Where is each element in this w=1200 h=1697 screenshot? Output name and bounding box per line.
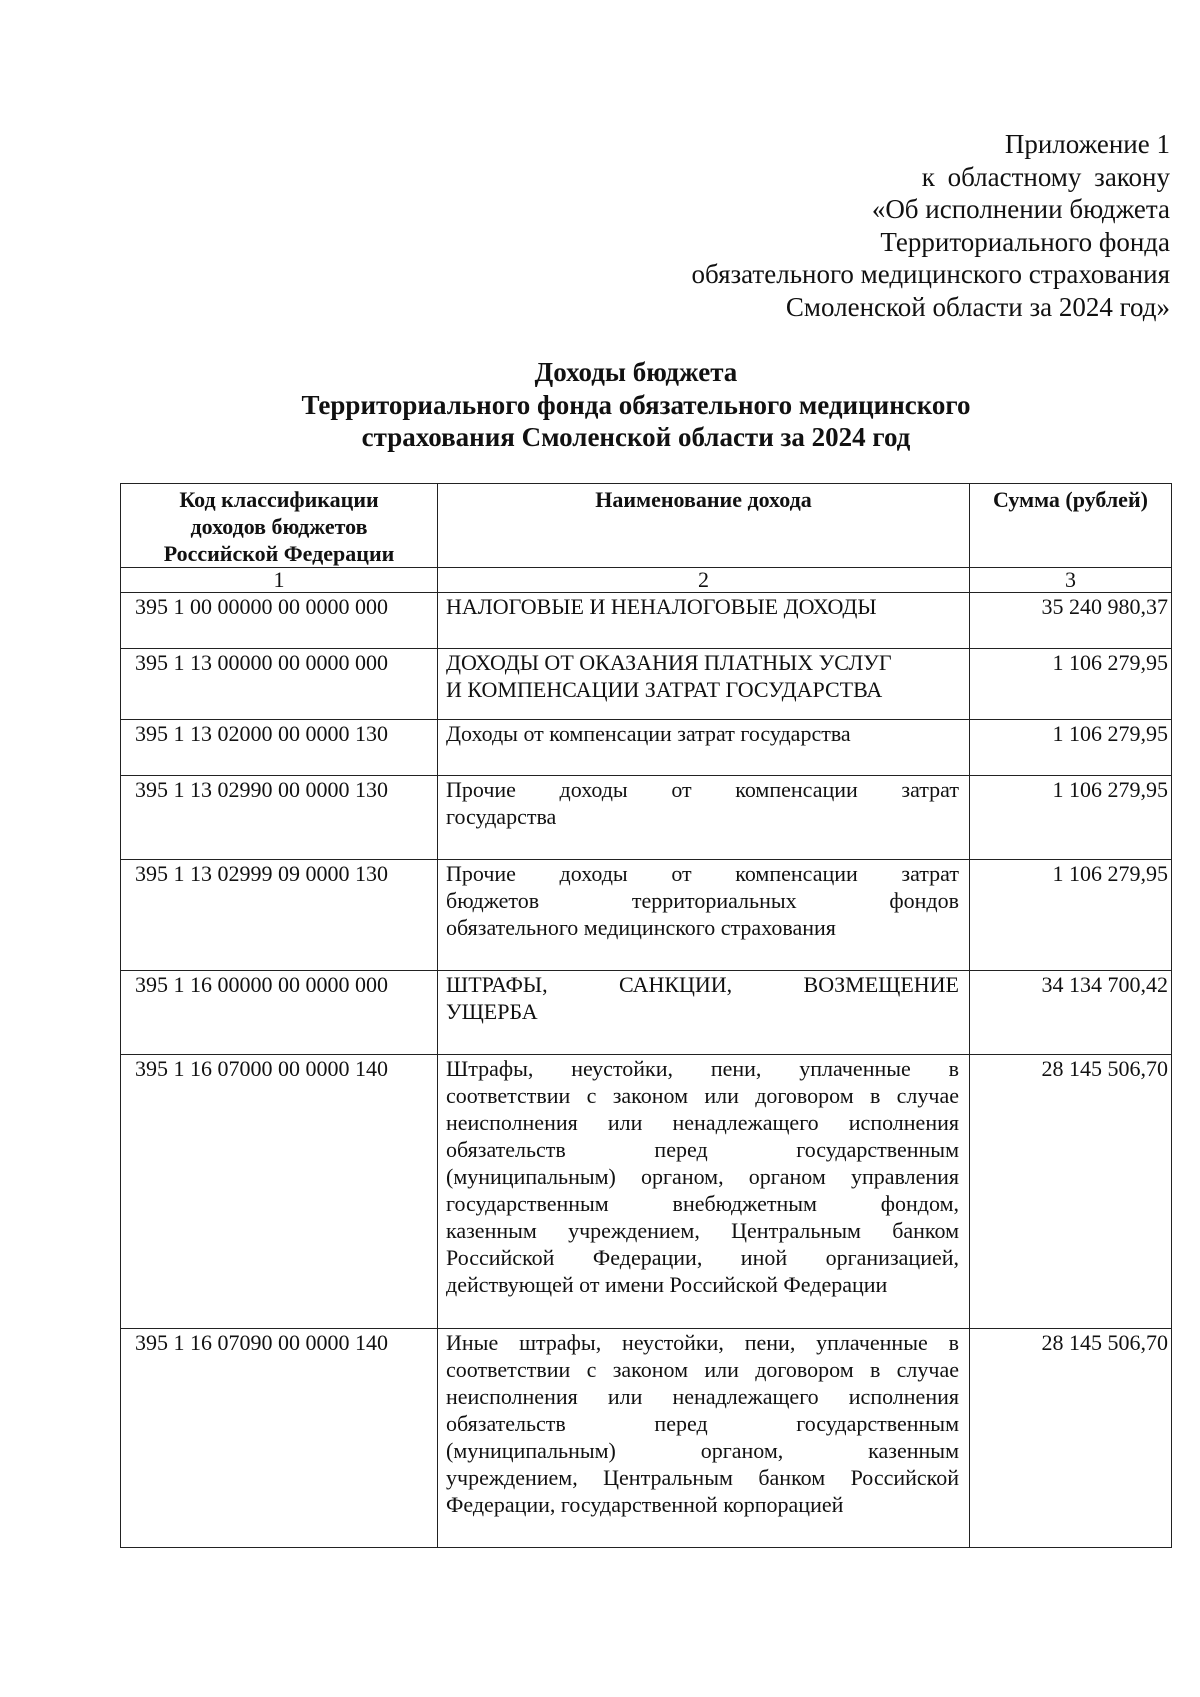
- row-name: [438, 720, 970, 776]
- header-name: Наименование дохода: [438, 484, 970, 568]
- title-line: страхования Смоленской области за 2024 год: [361, 422, 911, 452]
- row-name: [438, 1055, 970, 1329]
- row-amount: 35 240 980,37: [970, 593, 1172, 649]
- row-code: 395 1 13 02990 00 0000 130: [121, 776, 438, 860]
- row-amount: 28 145 506,70: [970, 1055, 1172, 1329]
- table-row: [121, 971, 1172, 1055]
- row-code: 395 1 13 02999 09 0000 130: [121, 860, 438, 971]
- row-name-line: действующей от имени Российской Федерации: [446, 1272, 888, 1297]
- column-numbers-row: [121, 568, 1172, 593]
- appendix-line: Территориального фонда: [880, 226, 1170, 257]
- table-row: [121, 593, 1172, 649]
- row-name-line: соответствии с законом или договором в случае: [446, 1357, 959, 1382]
- row-name-line: Штрафы, неустойки, пени, уплаченные в: [446, 1056, 959, 1081]
- row-name-line: обязательств перед государственным: [446, 1137, 959, 1162]
- row-name-line: ШТРАФЫ, САНКЦИИ, ВОЗМЕЩЕНИЕ: [446, 972, 959, 997]
- appendix-reference: [470, 128, 1170, 323]
- table-header-row: [121, 484, 1172, 568]
- table-row: [121, 720, 1172, 776]
- table-row: [121, 776, 1172, 860]
- income-table: [120, 483, 1172, 1548]
- row-code: 395 1 16 07000 00 0000 140: [121, 1055, 438, 1329]
- page-title: [120, 356, 1152, 454]
- appendix-line: Приложение 1: [1004, 129, 1170, 159]
- row-name: [438, 860, 970, 971]
- row-name-line: неисполнения или ненадлежащего исполнения: [446, 1384, 959, 1409]
- row-name: [438, 593, 970, 649]
- column-number: 2: [438, 568, 970, 593]
- row-name-line: неисполнения или ненадлежащего исполнения: [446, 1110, 959, 1135]
- row-name-line: бюджетов территориальных фондов: [446, 888, 959, 913]
- row-name-line: Прочие доходы от компенсации затрат: [446, 777, 959, 802]
- row-amount: 1 106 279,95: [970, 860, 1172, 971]
- appendix-line: Смоленской области за 2024 год»: [785, 291, 1170, 322]
- row-amount: 1 106 279,95: [970, 776, 1172, 860]
- appendix-line: «Об исполнении бюджета: [871, 194, 1170, 224]
- title-line: Территориального фонда обязательного медицинского: [301, 389, 971, 420]
- header-code-line: Код классификации: [179, 487, 379, 512]
- row-amount: 28 145 506,70: [970, 1329, 1172, 1548]
- row-amount: 1 106 279,95: [970, 649, 1172, 720]
- row-name-line: обязательств перед государственным: [446, 1411, 959, 1436]
- row-name-line: государственным внебюджетным фондом,: [446, 1191, 959, 1216]
- header-amount: Сумма (рублей): [970, 484, 1172, 568]
- table-row: [121, 649, 1172, 720]
- header-code-line: Российской Федерации: [163, 541, 395, 566]
- row-name-line: Иные штрафы, неустойки, пени, уплаченные в: [446, 1330, 959, 1355]
- row-amount: 34 134 700,42: [970, 971, 1172, 1055]
- row-name-line: соответствии с законом или договором в случае: [446, 1083, 959, 1108]
- row-name: [438, 971, 970, 1055]
- row-name-line: И КОМПЕНСАЦИИ ЗАТРАТ ГОСУДАРСТВА: [446, 677, 883, 702]
- row-name: [438, 1329, 970, 1548]
- row-name-line: (муниципальным) органом, органом управления: [446, 1164, 959, 1189]
- row-name-line: Российской Федерации, иной организацией,: [446, 1245, 959, 1270]
- header-code-line: доходов бюджетов: [190, 514, 368, 539]
- column-number: 1: [121, 568, 438, 593]
- row-code: 395 1 13 02000 00 0000 130: [121, 720, 438, 776]
- row-name: [438, 776, 970, 860]
- row-amount: 1 106 279,95: [970, 720, 1172, 776]
- row-name-line: учреждением, Центральным банком Российской: [446, 1465, 959, 1490]
- row-name-line: Доходы от компенсации затрат государства: [446, 721, 851, 746]
- row-code: 395 1 13 00000 00 0000 000: [121, 649, 438, 720]
- row-name-line: казенным учреждением, Центральным банком: [446, 1218, 959, 1243]
- row-name: [438, 649, 970, 720]
- row-name-line: обязательного медицинского страхования: [446, 915, 836, 940]
- column-number: 3: [970, 568, 1172, 593]
- row-code: 395 1 00 00000 00 0000 000: [121, 593, 438, 649]
- header-code: [121, 484, 438, 568]
- row-code: 395 1 16 07090 00 0000 140: [121, 1329, 438, 1548]
- table-row: [121, 860, 1172, 971]
- appendix-line: обязательного медицинского страхования: [691, 259, 1170, 289]
- row-name-line: ДОХОДЫ ОТ ОКАЗАНИЯ ПЛАТНЫХ УСЛУГ: [446, 650, 892, 675]
- row-name-line: (муниципальным) органом, казенным: [446, 1438, 959, 1463]
- table-row: [121, 1055, 1172, 1329]
- title-line: Доходы бюджета: [534, 357, 738, 387]
- table-row: [121, 1329, 1172, 1548]
- row-name-line: Прочие доходы от компенсации затрат: [446, 861, 959, 886]
- row-name-line: УЩЕРБА: [446, 999, 538, 1024]
- row-name-line: Федерации, государственной корпорацией: [446, 1492, 844, 1517]
- row-name-line: НАЛОГОВЫЕ И НЕНАЛОГОВЫЕ ДОХОДЫ: [446, 594, 877, 619]
- row-code: 395 1 16 00000 00 0000 000: [121, 971, 438, 1055]
- appendix-line: к областному закону: [921, 161, 1170, 192]
- row-name-line: государства: [446, 804, 557, 829]
